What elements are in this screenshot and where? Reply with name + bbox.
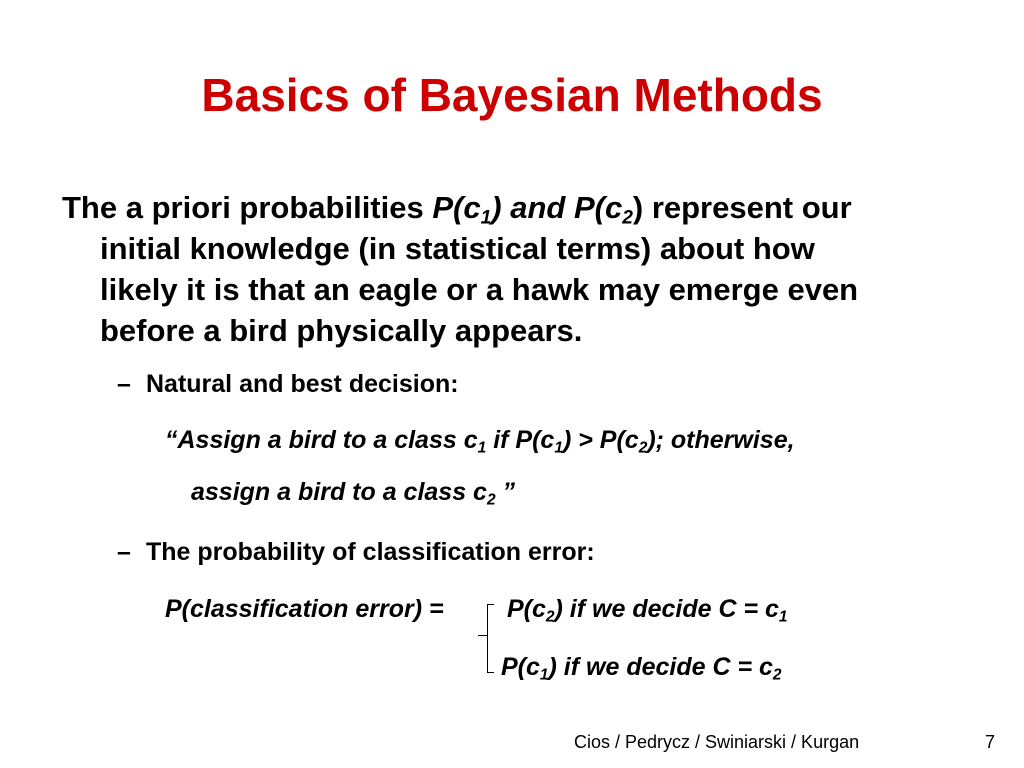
main-bullet-line-2: initial knowledge (in statistical terms) about how <box>100 231 815 266</box>
main-bullet-line-3: likely it is that an eagle or a hawk may emerge even <box>100 272 859 307</box>
subscript: 1 <box>477 439 487 457</box>
error-formula-lhs: P(classification error) = <box>165 595 444 623</box>
prob-close: ) <box>632 190 644 225</box>
main-bullet-lead: The a priori probabilities <box>62 190 433 225</box>
slide-title: Basics of Bayesian Methods <box>201 69 823 121</box>
subscript-2: 2 <box>622 207 633 229</box>
rule-text: ); otherwise, <box>647 426 795 454</box>
subscript: 1 <box>554 439 563 457</box>
subscript: 2 <box>486 491 496 509</box>
formula-text: P(c <box>501 653 540 681</box>
brace-top <box>487 604 494 636</box>
subscript: 2 <box>545 608 555 626</box>
subscript: 2 <box>772 666 782 684</box>
brace-tip <box>478 635 487 636</box>
footer-authors: Cios / Pedrycz / Swiniarski / Kurgan <box>574 732 860 752</box>
sub-bullet-classification-error: The probability of classification error: <box>146 538 595 566</box>
main-bullet-rest: represent our <box>643 190 852 225</box>
main-bullet-line-4: before a bird physically appears. <box>100 313 583 348</box>
error-formula-case-1 <box>507 595 788 624</box>
sub-bullet-natural-decision: Natural and best decision: <box>146 370 459 398</box>
prob-expression <box>432 190 633 229</box>
sub-bullet-dash: – <box>117 538 131 566</box>
main-bullet-line-1 <box>62 188 852 228</box>
decision-rule-line-1 <box>165 426 795 455</box>
subscript: 1 <box>539 666 549 684</box>
rule-text: ” <box>495 478 516 506</box>
prob-c1-open: P(c <box>432 190 481 225</box>
subscript: 1 <box>778 608 788 626</box>
rule-text: assign a bird to a class c <box>191 478 487 506</box>
rule-text: ) > P(c <box>562 426 639 454</box>
sub-bullet-dash: – <box>117 370 131 398</box>
rule-text: if P(c <box>486 426 555 454</box>
error-formula-case-2 <box>501 653 782 682</box>
page-number: 7 <box>985 732 996 752</box>
brace-bottom <box>487 635 494 673</box>
prob-and: ) and P(c <box>491 190 623 225</box>
rule-text: “Assign a bird to a class c <box>165 426 478 454</box>
decision-rule-line-2 <box>191 478 515 507</box>
formula-text: ) if we decide C = c <box>548 653 773 681</box>
formula-text: ) if we decide C = c <box>554 595 779 623</box>
subscript: 2 <box>638 439 648 457</box>
subscript-1: 1 <box>480 207 492 229</box>
formula-text: P(c <box>507 595 546 623</box>
